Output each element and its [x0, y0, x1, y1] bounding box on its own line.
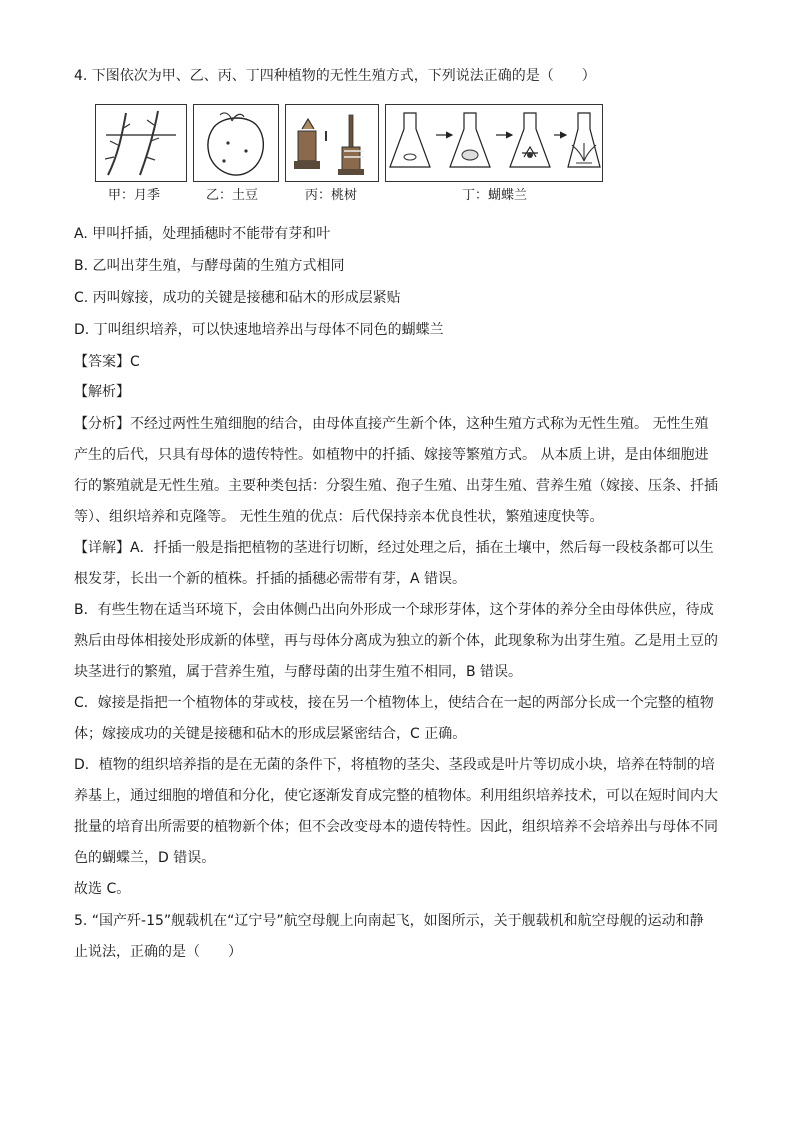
- option-d: D. 丁叫组织培养，可以快速地培养出与母体不同色的蝴蝶兰: [74, 322, 444, 338]
- body-line: B．有些生物在适当环境下，会由体侧凸出向外形成一个球形芽体，这个芽体的养分全由母体供应，待成: [74, 602, 714, 618]
- caption-bing: 丙：桃树: [305, 188, 358, 203]
- body-line: 产生的后代，只具有母体的遗传特性。如植物中的扦插、嫁接等繁殖方式。 从本质上讲，是由体细胞进: [74, 447, 709, 463]
- figure-yi-potato: [193, 104, 279, 182]
- figure-jia-rose-cutting: [95, 104, 187, 182]
- body-line: 【详解】A．扦插一般是指把植物的茎进行切断，经过处理之后，插在土壤中，然后每一段枝条都可以生: [74, 540, 714, 556]
- figure-ding-tissue-culture: [385, 104, 603, 182]
- option-c: C. 丙叫嫁接，成功的关键是接穗和砧木的形成层紧贴: [74, 290, 401, 306]
- body-line: C．嫁接是指把一个植物体的芽或枝，接在另一个植物体上，使结合在一起的两部分长成一个完整的植物: [74, 695, 714, 711]
- body-line: 养基上，通过细胞的增值和分化，使它逐渐发育成完整的植物体。利用组织培养技术，可以在短时间内大: [74, 788, 718, 804]
- option-a: A. 甲叫扦插，处理插穗时不能带有芽和叶: [74, 226, 331, 242]
- question-5-stem: 5. “国产歼-15”舰载机在“辽宁号”航空母舰上向南起飞，如图所示，关于舰载机和航空母舰的运动和静: [74, 913, 704, 929]
- body-line: D．植物的组织培养指的是在无菌的条件下，将植物的茎尖、茎段或是叶片等切成小块，培养在特制的培: [74, 757, 715, 773]
- body-line: 块茎进行的繁殖，属于营养生殖，与酵母菌的出芽生殖不相同，B 错误。: [74, 664, 523, 680]
- caption-jia: 甲：月季: [108, 188, 161, 203]
- body-line: 根发芽，长出一个新的植株。扦插的插穗必需带有芽，A 错误。: [74, 571, 467, 587]
- body-line: 批量的培育出所需要的植物新个体；但不会改变母本的遗传特性。因此，组织培养不会培养出与母体不同: [74, 819, 718, 835]
- caption-ding: 丁：蝴蝶兰: [462, 188, 528, 203]
- body-line: 体；嫁接成功的关键是接穗和砧木的形成层紧密结合，C 正确。: [74, 726, 467, 742]
- answer-line: 【答案】C: [74, 354, 140, 370]
- analysis-heading: 【解析】: [74, 384, 130, 400]
- question-5-stem-cont: 止说法，正确的是（ ）: [74, 944, 242, 960]
- option-b: B. 乙叫出芽生殖，与酵母菌的生殖方式相同: [74, 258, 345, 274]
- conclusion-line: 故选 C。: [74, 881, 131, 897]
- body-line: 【分析】不经过两性生殖细胞的结合，由母体直接产生新个体，这种生殖方式称为无性生殖。 无性生殖: [74, 416, 709, 432]
- figure-bing-peach-graft: [285, 104, 379, 182]
- body-line: 熟后由母体相接处形成新的体壁，再与母体分离成为独立的新个体，此现象称为出芽生殖。乙是用土豆的: [74, 633, 718, 649]
- body-line: 行的繁殖就是无性生殖。主要种类包括：分裂生殖、孢子生殖、出芽生殖、营养生殖（嫁接、压条、扦插: [74, 478, 718, 494]
- body-line: 等）、组织培养和克隆等。 无性生殖的优点：后代保持亲本优良性状，繁殖速度快等。: [74, 509, 604, 525]
- caption-yi: 乙：土豆: [206, 188, 259, 203]
- body-line: 色的蝴蝶兰，D 错误。: [74, 850, 216, 866]
- question-4-stem: 4. 下图依次为甲、乙、丙、丁四种植物的无性生殖方式，下列说法正确的是（ ）: [74, 68, 596, 84]
